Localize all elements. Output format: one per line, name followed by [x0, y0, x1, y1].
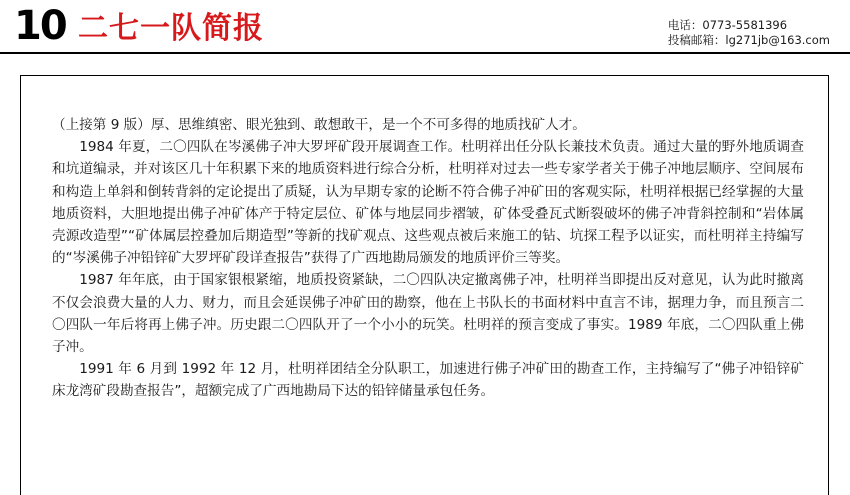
- contact-info: [668, 18, 830, 48]
- contact-email: 投稿邮箱：lg271jb@163.com: [667, 33, 830, 47]
- contact-phone: 电话：0773-5581396: [667, 18, 788, 32]
- page-header: [0, 0, 850, 56]
- article-paragraph: 1987 年年底，由于国家银根紧缩，地质投资紧缺，二〇四队决定撤离佛子冲，杜明祥当即提出反对意见，认为此时撤离不仅会浪费大量的人力、财力，而且会延误佛子冲矿田的勘察，他在上书队长的书面材料中直言不讳，据理力争，而且预言二〇四队一年后将再上佛子冲。历史跟二〇四队开了一个小小的玩笑。杜明祥的预言变成了事实。1989 年底，二〇四队重上佛子冲。: [52, 272, 804, 356]
- newsletter-masthead: 二七一队简报: [78, 11, 264, 46]
- article-body: [52, 114, 804, 403]
- article-paragraph-continuation: （上接第 9 版）厚、思维缜密、眼光独到、敢想敢干，是一个不可多得的地质找矿人才。: [52, 117, 586, 133]
- header-rule: [0, 52, 850, 54]
- article-paragraph: 1991 年 6 月到 1992 年 12 月，杜明祥团结全分队职工，加速进行佛子冲矿田的勘查工作，主持编写了“佛子冲铅锌矿床龙湾矿段勘查报告”，超额完成了广西地勘局下达的铅锌储量承包任务。: [52, 361, 804, 400]
- article-paragraph: 1984 年夏，二〇四队在岑溪佛子冲大罗坪矿段开展调查工作。杜明祥出任分队长兼技术负责。通过大量的野外地质调查和坑道编录，并对该区几十年积累下来的地质资料进行综合分析，杜明祥对过去一些专家学者关于佛子冲地层顺序、空间展布和构造上单斜和倒转背斜的定论提出了质疑，认为早期专家的论断不符合佛子冲矿田的客观实际，杜明祥根据已经掌握的大量地质资料，大胆地提出佛子冲矿体产于特定层位、矿体与地层同步褶皱，矿体受叠瓦式断裂破坏的佛子冲背斜控制和“岩体属壳源改造型”“矿体属层控叠加后期造型”等新的找矿观点、这些观点被后来施工的钻、坑探工程予以证实，而杜明祥主持编写的“岑溪佛子冲铅锌矿大罗坪矿段详查报告”获得了广西地勘局颁发的地质评价三等奖。: [52, 139, 804, 267]
- page-number: 10: [14, 3, 66, 49]
